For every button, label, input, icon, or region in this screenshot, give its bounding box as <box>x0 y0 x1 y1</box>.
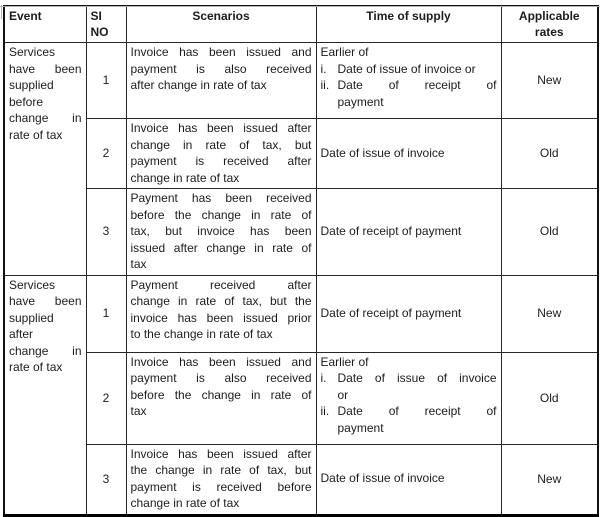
scenario-cell <box>126 189 316 276</box>
event-text-line: after <box>9 327 34 341</box>
scenario-text-line: Invoice has been issued after <box>130 121 312 135</box>
time-of-supply-cell <box>316 119 501 189</box>
scenario-text-line: tax <box>130 404 147 418</box>
header-si-no: SI NO <box>86 6 126 43</box>
event-text-line: before <box>9 94 44 109</box>
time-of-supply-cell <box>316 43 501 119</box>
event-text-line: change in <box>9 111 82 125</box>
si-no-cell: 3 <box>86 444 126 515</box>
event-text-line: Services <box>9 277 56 292</box>
header-applicable-rates: Applicable rates <box>501 6 598 43</box>
scenario-text-line: Payment has been received <box>130 191 312 205</box>
list-item-line: Date of receipt of <box>337 404 497 418</box>
time-list-item <box>321 77 497 110</box>
scenario-cell <box>126 275 316 352</box>
table-row <box>4 119 598 189</box>
list-marker: i. <box>320 61 327 76</box>
list-item-line: Date of issue of invoice <box>337 371 497 385</box>
event-text-line: supplied <box>9 78 54 92</box>
scenario-text-line: the change in rate of tax, but <box>130 463 312 477</box>
event-cell <box>4 43 86 276</box>
scenario-cell <box>126 119 316 189</box>
time-of-supply-text: Date of receipt of payment <box>320 305 462 320</box>
list-item-line: Date of receipt of <box>337 78 497 92</box>
table-header <box>4 6 598 43</box>
event-text-line: rate of tax <box>9 360 63 374</box>
time-list-item <box>321 61 497 78</box>
page-edge-line <box>0 6 600 7</box>
list-item-text <box>338 61 497 78</box>
list-item-line: payment <box>337 94 384 109</box>
list-marker: i. <box>320 371 327 385</box>
si-no-cell: 3 <box>86 189 126 276</box>
list-item-line: payment <box>337 420 384 435</box>
scenario-cell <box>126 43 316 119</box>
applicable-rate-cell: Old <box>501 119 598 189</box>
event-text-line: rate of tax <box>9 127 63 142</box>
time-of-supply-cell <box>316 444 501 515</box>
time-of-supply-text: Date of receipt of payment <box>320 224 462 238</box>
table-body <box>4 43 598 516</box>
page-edge-tick <box>1 5 2 19</box>
header-scenarios: Scenarios <box>126 6 316 43</box>
time-of-supply-cell <box>316 352 501 444</box>
si-no-cell: 2 <box>86 352 126 444</box>
scenario-text-line: change in rate of tax, but <box>130 137 312 152</box>
scenario-text-line: after change in rate of tax <box>130 78 267 92</box>
event-cell <box>4 275 86 515</box>
si-no-cell: 2 <box>86 119 126 189</box>
table-row <box>4 352 598 444</box>
scenario-text-line: change in rate of tax, but the <box>130 294 312 308</box>
event-text-line: change in <box>9 343 82 358</box>
scenario-text-line: tax <box>130 257 147 271</box>
event-text-line: have been <box>9 61 82 76</box>
event-text-line: Services <box>9 45 56 59</box>
scenario-text-line: change in rate of tax <box>130 496 240 510</box>
scenario-text-line: payment is also received <box>130 61 312 76</box>
list-item-text <box>338 403 497 436</box>
scenario-cell <box>126 444 316 515</box>
rate-change-table <box>3 5 599 517</box>
table-row <box>4 189 598 276</box>
scenario-text-line: change in rate of tax <box>130 170 240 185</box>
time-of-supply-text: Date of issue of invoice <box>320 471 445 486</box>
scenario-text-line: payment is also received <box>130 371 312 385</box>
applicable-rate-cell: New <box>501 275 598 352</box>
table-row <box>4 43 598 119</box>
scenario-text-line: before the change in rate of <box>130 387 312 402</box>
header-event: Event <box>4 6 86 43</box>
scenario-cell <box>126 352 316 444</box>
time-of-supply-text: Date of issue of invoice <box>320 145 445 160</box>
scenario-text-line: Invoice has been issued after <box>130 446 312 461</box>
time-list-item <box>321 370 497 403</box>
scenario-text-line: Payment received after <box>130 277 312 292</box>
earlier-of-label: Earlier of <box>320 45 369 59</box>
scenario-text-line: tax, but invoice has been <box>130 224 312 238</box>
list-marker: ii. <box>320 404 330 418</box>
table-row <box>4 444 598 515</box>
applicable-rate-cell: New <box>501 444 598 515</box>
header-time-of-supply: Time of supply <box>316 6 501 43</box>
event-text-line: have been <box>9 294 82 308</box>
scenario-text-line: to the change in rate of tax <box>130 327 273 341</box>
si-no-cell: 1 <box>86 275 126 352</box>
list-item-text <box>338 77 497 110</box>
event-text-line: supplied <box>9 310 54 325</box>
scenario-text-line: issued after change in rate of <box>130 240 312 255</box>
table-row <box>4 275 598 352</box>
applicable-rate-cell: Old <box>501 189 598 276</box>
header-row <box>4 6 598 43</box>
applicable-rate-cell: Old <box>501 352 598 444</box>
scenario-text-line: Invoice has been issued and <box>130 354 312 369</box>
earlier-of-label: Earlier of <box>320 354 369 369</box>
scenario-text-line: before the change in rate of <box>130 207 312 222</box>
time-list-item <box>321 403 497 436</box>
scenario-text-line: payment is received after <box>130 154 312 168</box>
list-item-line: or <box>337 387 349 402</box>
scenario-text-line: invoice has been issued prior <box>130 310 312 325</box>
time-of-supply-cell <box>316 189 501 276</box>
applicable-rate-cell: New <box>501 43 598 119</box>
time-of-supply-cell <box>316 275 501 352</box>
list-marker: ii. <box>320 78 330 92</box>
list-item-text <box>338 370 497 403</box>
scenario-text-line: payment is received before <box>130 479 312 494</box>
si-no-cell: 1 <box>86 43 126 119</box>
scenario-text-line: Invoice has been issued and <box>130 45 312 59</box>
list-item-line: Date of issue of invoice or <box>337 61 476 76</box>
